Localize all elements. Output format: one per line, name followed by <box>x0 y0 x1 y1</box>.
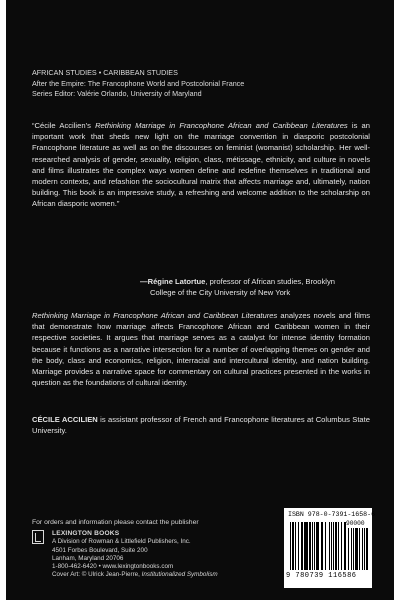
series-title: After the Empire: The Francophone World and Postcolonial France <box>32 78 245 88</box>
barcode-stripe <box>341 522 342 570</box>
quote-open: “Cécile Accilien’s <box>32 121 96 130</box>
barcode-stripe <box>335 522 337 570</box>
price-code: 90000 <box>346 520 365 527</box>
endorser-name: —Régine Latortue <box>140 277 206 286</box>
quote-body: is an important work that sheds new light on the marriage convention in diasporic postcolonial Francophone literature as well as on the discourses on feminist (womanist) scholarship. Her well-researched analysis of gender, sexuality, religion, class, métissage, ethnicity, and culture in novels and films illustrates the complex ways women define and redefine themselves in traditional and modern contexts, and refashion the sociocultural matrix that affects marriage and, ultimately, nation building. This book is an impressive study, a refreshing and welcome addition to the scholarship on African diasporic women.” <box>32 121 370 209</box>
publisher-logo-icon <box>32 530 44 544</box>
endorser-institution: College of the City University of New York <box>150 288 291 298</box>
series-info <box>32 68 372 100</box>
isbn-label: ISBN 978-0-7391-1658-6 <box>288 511 376 518</box>
barcode-stripe <box>329 522 330 570</box>
author-bio-text: is assistant professor of French and Francophone literatures at Columbus State University. <box>32 415 370 436</box>
publisher-name: LEXINGTON BOOKS <box>52 530 120 537</box>
endorsement-quote <box>32 120 370 210</box>
series-editor: Series Editor: Valérie Orlando, University of Maryland <box>32 89 202 98</box>
barcode-stripe <box>314 522 315 570</box>
barcode-stripe <box>355 528 358 570</box>
barcode-stripe <box>309 522 311 570</box>
price-code-bars <box>348 528 368 570</box>
publisher-address: 4501 Forbes Boulevard, Suite 200 <box>52 546 148 554</box>
barcode-stripe <box>331 522 333 570</box>
order-info: For orders and information please contact the publisher <box>32 519 199 526</box>
barcode-stripe <box>325 522 326 570</box>
publisher-city: Lanham, Maryland 20706 <box>52 554 124 562</box>
barcode-stripe <box>344 522 346 570</box>
barcode-stripe <box>338 522 339 570</box>
barcode-stripe <box>353 528 355 570</box>
barcode <box>284 508 376 588</box>
barcode-stripe <box>359 528 360 570</box>
barcode-stripe <box>304 522 305 570</box>
barcode-stripe <box>364 528 365 570</box>
series-category: AFRICAN STUDIES • CARIBBEAN STUDIES <box>32 68 178 77</box>
barcode-stripe <box>316 522 319 570</box>
barcode-stripe <box>298 522 299 570</box>
barcode-stripe <box>322 522 323 570</box>
endorser-role: , professor of African studies, Brooklyn <box>205 277 335 286</box>
back-cover <box>6 0 394 600</box>
barcode-stripe <box>366 528 368 570</box>
author-bio <box>32 414 370 436</box>
description-book-title: Rethinking Marriage in Francophone African and Caribbean Literatures <box>32 311 278 320</box>
endorsement-attribution <box>32 276 370 298</box>
barcode-stripe <box>362 528 363 570</box>
barcode-stripe <box>333 522 334 570</box>
publisher-division: A Division of Rowman & Littlefield Publishers, Inc. <box>52 538 191 546</box>
barcode-stripe <box>292 522 294 570</box>
barcode-stripe <box>305 522 308 570</box>
barcode-stripe <box>348 528 349 570</box>
barcode-stripe <box>290 522 291 570</box>
publisher-contact: 1-800-462-6420 • www.lexingtonbooks.com <box>52 563 174 571</box>
barcode-stripe <box>295 522 296 570</box>
author-name: CÉCILE ACCILIEN <box>32 415 98 424</box>
barcode-stripe <box>321 522 322 570</box>
barcode-stripe <box>351 528 352 570</box>
cover-art-credit: Cover Art: © Ulrick Jean-Pierre, Institutionalized Symbolism <box>52 571 218 579</box>
barcode-stripe <box>312 522 313 570</box>
quote-book-title: Rethinking Marriage in Francophone African and Caribbean Literatures <box>95 121 348 130</box>
barcode-stripe <box>301 522 303 570</box>
book-description <box>32 310 370 388</box>
barcode-bars <box>290 522 344 570</box>
barcode-digits: 9 780739 116586 <box>286 572 357 580</box>
description-text: analyzes novels and films that demonstrate how marriage affects Francophone African and Caribbean women in their respective societies. It argues that marriage serves as a catalyst for intense identity formation because it functions as a narrative intersection for a number of overlapping themes on gender and the body, class and economics, religion, interracial and intercultural identity, and nation building. Marriage provides a narrative space for commentary on cultural practices presented in the works in question as the foundations of cultural identity. <box>32 311 371 388</box>
